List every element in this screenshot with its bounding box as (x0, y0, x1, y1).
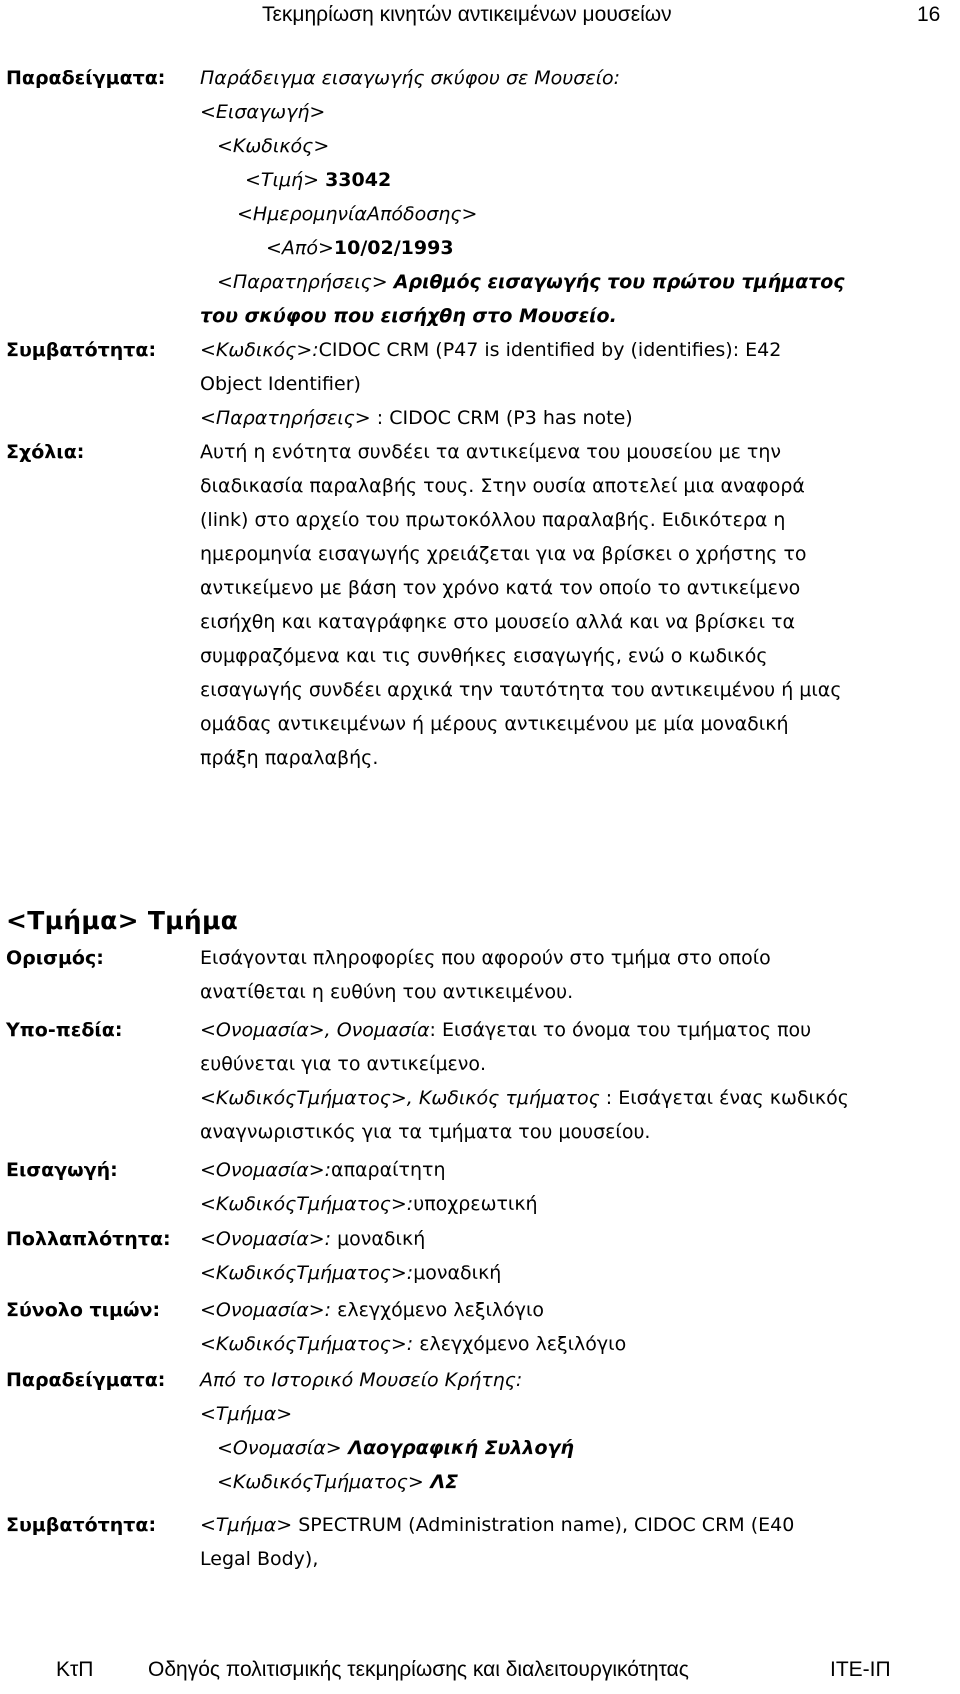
example-line: <Εισαγωγή> (200, 101, 326, 123)
multiplicity-line: <ΚωδικόςΤμήματος>:μοναδική (200, 1262, 502, 1284)
entry-line: <Ονομασία>:απαραίτητη (200, 1159, 446, 1181)
compat-line: <Κωδικός>:CIDOC CRM (P47 is identified by (identifies): E42 (200, 339, 782, 361)
multiplicity-block (200, 1222, 501, 1290)
section-compat-line: Legal Body), (200, 1548, 319, 1570)
comment-line: (link) στο αρχείο του πρωτοκόλλου παραλαβής. Ειδικότερα η (200, 509, 786, 531)
subfield-line: <Ονομασία>, Ονομασία: Εισάγεται το όνομα του τμήματος που (200, 1019, 812, 1041)
example-line: <Από>10/02/1993 (266, 237, 454, 259)
examples-block (200, 61, 845, 333)
compat-line: <Παρατηρήσεις> : CIDOC CRM (P3 has note) (200, 407, 633, 429)
subfield-line: <ΚωδικόςΤμήματος>, Κωδικός τμήματος : Εισάγεται ένας κωδικός (200, 1087, 849, 1109)
example-line: <Τιμή> 33042 (245, 169, 392, 191)
comments-label: Σχόλια: (6, 441, 85, 463)
definition-line: ανατίθεται η ευθύνη του αντικειμένου. (200, 981, 574, 1003)
multiplicity-line: <Ονομασία>: μοναδική (200, 1228, 426, 1250)
footer-left: ΚτΠ (56, 1658, 94, 1681)
compat-block (200, 333, 781, 435)
compat-line: Object Identifier) (200, 373, 361, 395)
examples-label: Παραδείγματα: (6, 67, 166, 89)
section-compat-line: <Τμήμα> SPECTRUM (Administration name), CIDOC CRM (E40 (200, 1514, 795, 1536)
valueset-block (200, 1293, 626, 1361)
subfields-block (200, 1013, 849, 1149)
comment-line: ομάδας αντικειμένων ή μέρους αντικειμένου με μία μοναδική (200, 713, 789, 735)
section-compat-label: Συμβατότητα: (6, 1514, 157, 1536)
entry-block (200, 1153, 538, 1221)
section-example-line: <ΚωδικόςΤμήματος> ΛΣ (217, 1471, 459, 1493)
example-line: Παράδειγμα εισαγωγής σκύφου σε Μουσείο: (200, 67, 621, 89)
compat-label: Συμβατότητα: (6, 339, 157, 361)
comment-line: διαδικασία παραλαβής τους. Στην ουσία αποτελεί μια αναφορά (200, 475, 805, 497)
comment-line: αντικείμενο με βάση τον χρόνο κατά τον οποίο το αντικείμενο (200, 577, 801, 599)
footer-right: ΙΤΕ-ΙΠ (830, 1658, 891, 1681)
subfield-line: αναγνωριστικός για τα τμήματα του μουσείου. (200, 1121, 651, 1143)
section-compat-block (200, 1508, 794, 1576)
footer-center: Οδηγός πολιτισμικής τεκμηρίωσης και διαλειτουργικότητας (148, 1658, 689, 1681)
entry-label: Εισαγωγή: (6, 1159, 118, 1181)
section-title: <Τμήμα> Τμήμα (6, 906, 239, 935)
comment-line: ημερομηνία εισαγωγής χρειάζεται για να βρίσκει ο χρήστης το (200, 543, 807, 565)
comment-line: συμφραζόμενα και τις συνθήκες εισαγωγής, ενώ ο κωδικός (200, 645, 768, 667)
definition-label: Ορισμός: (6, 947, 104, 969)
comment-line: εισαγωγής συνδέει αρχικά την ταυτότητα του αντικειμένου ή μιας (200, 679, 842, 701)
section-examples-label: Παραδείγματα: (6, 1369, 166, 1391)
section-example-line: <Ονομασία> Λαογραφική Συλλογή (217, 1437, 574, 1459)
definition-block (200, 941, 771, 1009)
valueset-line: <ΚωδικόςΤμήματος>: ελεγχόμενο λεξιλόγιο (200, 1333, 627, 1355)
subfield-line: ευθύνεται για το αντικείμενο. (200, 1053, 487, 1075)
comment-line: εισήχθη και καταγράφηκε στο μουσείο αλλά και να βρίσκει τα (200, 611, 796, 633)
example-line: του σκύφου που εισήχθη στο Μουσείο. (200, 305, 617, 327)
page-number: 16 (917, 3, 941, 26)
section-examples-block (200, 1363, 574, 1499)
entry-line: <ΚωδικόςΤμήματος>:υποχρεωτική (200, 1193, 538, 1215)
section-example-line: Από το Ιστορικό Μουσείο Κρήτης: (200, 1369, 523, 1391)
example-line: <Παρατηρήσεις> Αριθμός εισαγωγής του πρώτου τμήματος (217, 271, 845, 293)
multiplicity-label: Πολλαπλότητα: (6, 1228, 171, 1250)
comments-block (200, 435, 841, 775)
definition-line: Εισάγονται πληροφορίες που αφορούν στο τμήμα στο οποίο (200, 947, 771, 969)
comment-line: Αυτή η ενότητα συνδέει τα αντικείμενα του μουσείου με την (200, 441, 782, 463)
subfields-label: Υπο-πεδία: (6, 1019, 123, 1041)
example-line: <ΗμερομηνίαΑπόδοσης> (237, 203, 478, 225)
example-line: <Κωδικός> (217, 135, 330, 157)
running-header-title: Τεκμηρίωση κινητών αντικειμένων μουσείων (262, 3, 672, 26)
valueset-line: <Ονομασία>: ελεγχόμενο λεξιλόγιο (200, 1299, 545, 1321)
comment-line: πράξη παραλαβής. (200, 747, 379, 769)
valueset-label: Σύνολο τιμών: (6, 1299, 161, 1321)
section-example-line: <Τμήμα> (200, 1403, 293, 1425)
